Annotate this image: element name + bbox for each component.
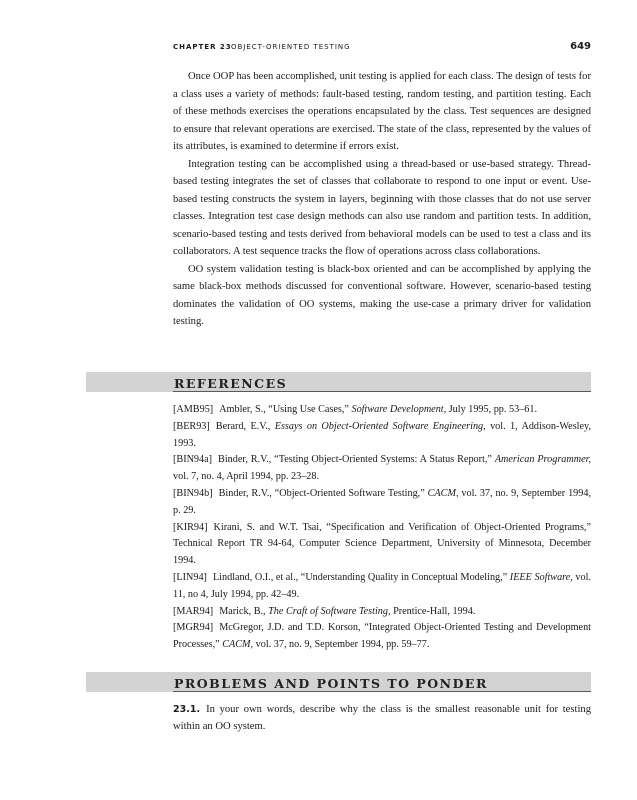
running-header (173, 42, 591, 56)
body-text (173, 68, 591, 331)
references-heading: REFERENCES (174, 376, 288, 391)
page-number: 649 (570, 41, 591, 52)
problems-list (173, 701, 591, 735)
reference-item: [AMB95] Ambler, S., “Using Use Cases,” Software Development, July 1995, pp. 53–61. (173, 404, 538, 415)
problem-number: 23.1. (173, 704, 201, 715)
reference-item: [MGR94] McGregor, J.D. and T.D. Korson, “Integrated Object-Oriented Testing and Development Processes,” CACM, vol. 37, no. 9, September 1994, pp. 59–77. (173, 622, 591, 651)
reference-item: [BER93] Berard, E.V., Essays on Object-Oriented Software Engineering, vol. 1, Addison-Wesley, 1993. (173, 420, 592, 449)
references-heading-rule (173, 391, 591, 392)
references-list (173, 402, 591, 654)
problem-text: In your own words, describe why the class is the smallest reasonable unit for testing within an OO system. (173, 704, 591, 732)
problems-heading-rule (173, 691, 591, 692)
paragraph-integration-testing: Integration testing can be accomplished using a thread-based or use-based strategy. Thread-based testing integrates the set of classes that collaborate to respond to one input or event. Use-based testing constructs the system in layers, beginning with those classes that do not use server classes. Integration test case design methods can also use random and partition tests. In addition, scenario-based testing and tests derived from behavioral models can be used to test a class and its collaborators. A test sequence tracks the flow of operations across class collaborations. (173, 158, 591, 257)
chapter-label: CHAPTER 23 (173, 43, 232, 51)
paragraph-validation-testing: OO system validation testing is black-box oriented and can be accomplished by applying the same black-box methods discussed for conventional software. However, scenario-based testing dominates the validation of OO systems, making the use-case a primary driver for validation testing. (173, 263, 591, 327)
reference-item: [KIR94] Kirani, S. and W.T. Tsai, “Specification and Verification of Object-Oriented Programs,” Technical Report TR 94-64, Computer Science Department, University of Minnesota, December 1994. (173, 521, 591, 567)
problem-item (173, 701, 591, 735)
problems-heading: PROBLEMS AND POINTS TO PONDER (174, 676, 488, 691)
reference-item: [MAR94] Marick, B., The Craft of Software Testing, Prentice-Hall, 1994. (173, 605, 476, 617)
reference-item: [BIN94a] Binder, R.V., “Testing Object-Oriented Systems: A Status Report,” American Programmer, vol. 7, no. 4, April 1994, pp. 23–28. (173, 454, 591, 483)
reference-item: [LIN94] Lindland, O.I., et al., “Understanding Quality in Conceptual Modeling,” IEEE Software, vol. 11, no 4, July 1994, pp. 42–49. (173, 571, 591, 600)
paragraph-unit-testing: Once OOP has been accomplished, unit testing is applied for each class. The design of tests for a class uses a variety of methods: fault-based testing, random testing, and partition testing. Each of these methods exercises the operations encapsulated by the class. Test sequences are designed to ensure that relevant operations are exercised. The state of the class, represented by the values of its attributes, is examined to determine if errors exist. (173, 71, 591, 152)
reference-item: [BIN94b] Binder, R.V., “Object-Oriented Software Testing,” CACM, vol. 37, no. 9, September 1994, p. 29. (173, 487, 591, 516)
references-heading-band (86, 372, 591, 392)
chapter-title: OBJECT-ORIENTED TESTING (231, 43, 351, 51)
